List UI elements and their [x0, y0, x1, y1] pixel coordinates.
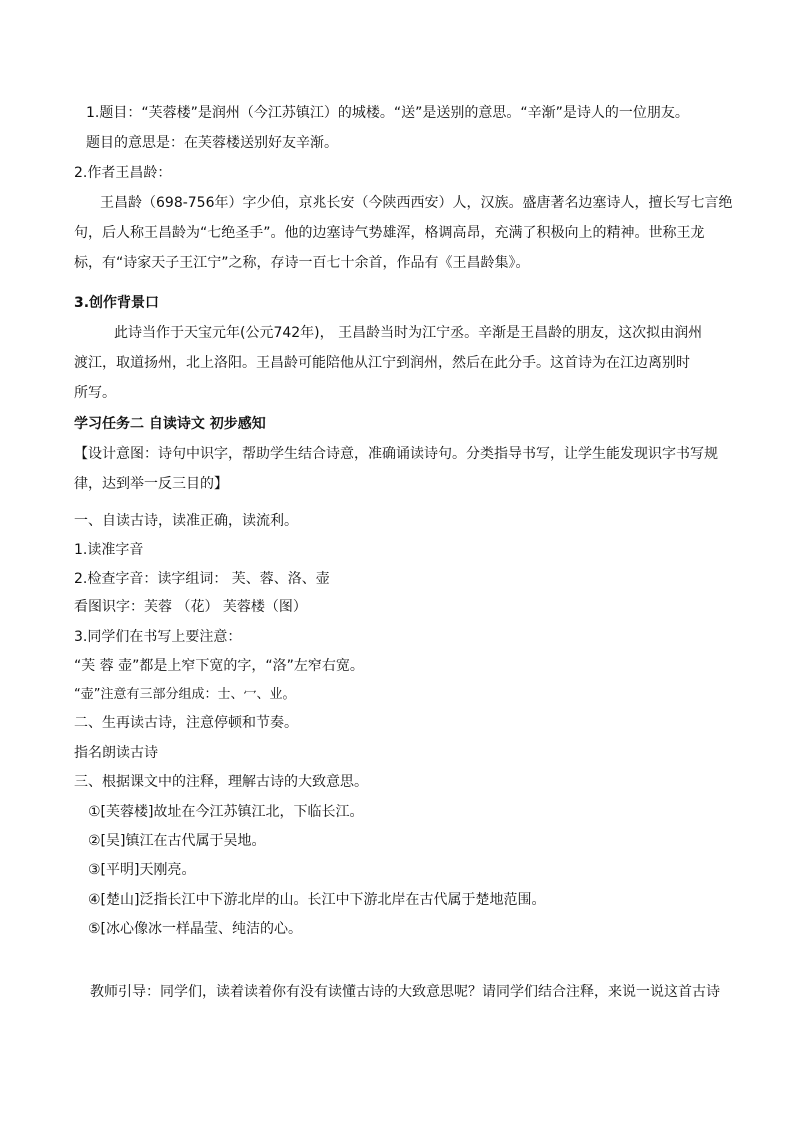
- text-line: 题目的意思是：在芙蓉楼送别好友辛渐。: [86, 135, 338, 151]
- section-heading: 2.作者王昌龄：: [74, 165, 172, 181]
- text-line: “壶”注意有三部分组成：士、冖、业。: [74, 687, 296, 702]
- text-line: 渡江，取道扬州，北上洛阳。王昌龄可能陪他从江宁到润州，然后在此分手。这首诗为在江边离别时: [74, 355, 690, 371]
- annotation-item: ②[吴]镇江在古代属于吴地。: [88, 833, 266, 849]
- annotation-item: ③[平明]天刚亮。: [88, 862, 196, 878]
- text-line: 二、生再读古诗，注意停顿和节奏。: [74, 715, 298, 731]
- text-line: 教师引导：同学们，读着读着你有没有读懂古诗的大致意思呢？请同学们结合注释，来说一说这首古诗: [90, 984, 720, 1000]
- text-line: 【设计意图：诗句中识字，帮助学生结合诗意，准确诵读诗句。分类指导书写，让学生能发现识字书写规: [74, 446, 718, 462]
- annotation-item: ⑤[冰心像冰一样晶莹、纯洁的心。: [88, 921, 303, 937]
- text-line: 三、根据课文中的注释，理解古诗的大致意思。: [74, 774, 368, 790]
- task-heading: 学习任务二 自读诗文 初步感知: [74, 416, 266, 432]
- text-line: 2.检查字音：读字组词： 芙、蓉、洛、壶: [74, 571, 330, 587]
- text-line: 一、自读古诗，读准正确，读流利。: [74, 513, 298, 529]
- text-line: 此诗当作于天宝元年(公元742年)， 王昌龄当时为江宁丞。辛渐是王昌龄的朋友，这次拟由润州: [114, 325, 703, 341]
- text-line: “芙 蓉 壶”都是上窄下宽的字，“洛”左窄右宽。: [74, 658, 364, 674]
- text-line: 王昌龄（698-756年）字少伯，京兆长安（今陕西西安）人，汉族。盛唐著名边塞诗人，擅长写七言绝: [100, 195, 733, 211]
- text-line: 标，有“诗家天子王江宁”之称，存诗一百七十余首，作品有《王昌龄集》。: [74, 255, 530, 271]
- annotation-item: ①[芙蓉楼]故址在今江苏镇江北，下临长江。: [88, 804, 364, 820]
- section-heading: 3.创作背景口: [74, 295, 160, 311]
- text-line: 指名朗读古诗: [74, 745, 158, 761]
- text-line: 3.同学们在书写上要注意：: [74, 629, 242, 645]
- text-line: 看图识字：芙蓉 （花） 芙蓉楼（图）: [74, 599, 307, 615]
- text-line: 所写。: [74, 385, 116, 401]
- text-line: 律，达到举一反三目的】: [74, 476, 228, 492]
- annotation-item: ④[楚山]泛指长江中下游北岸的山。长江中下游北岸在古代属于楚地范围。: [88, 892, 546, 908]
- text-line: 1.题目：“芙蓉楼”是润州（今江苏镇江）的城楼。“送”是送别的意思。“辛渐”是诗人的一位朋友。: [86, 105, 689, 121]
- text-line: 1.读准字音: [74, 542, 144, 558]
- text-line: 句，后人称王昌龄为“七绝圣手”。他的边塞诗气势雄浑，格调高昂，充满了积极向上的精神。世称王龙: [74, 225, 705, 241]
